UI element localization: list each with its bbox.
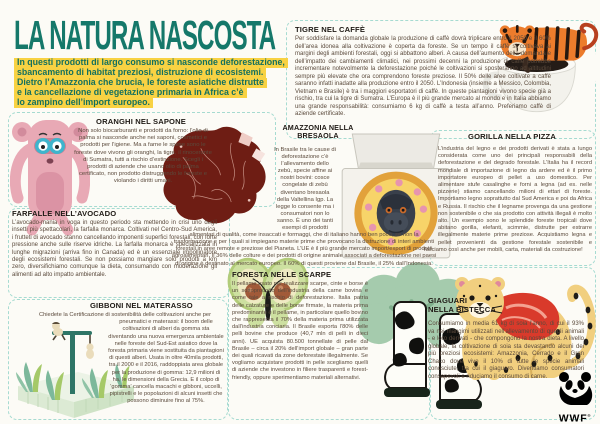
heading-line: NELLA BISTECCA: [428, 304, 497, 314]
section-heading-foresta: FORESTA NELLE SCARPE: [232, 270, 332, 279]
section-body-tigre: Per soddisfare la domanda globale la produzione di caffè dovrà triplicare entro il 2050 e il 60% dell’area idonea alla coltivazione è coperta da foreste. Se un tempo il caffè si coltivava ai margini degli ambienti forestali, oggi si abbattono alberi. A causa dell’aumento della domanda e dell’impatto dei cambiamenti climatici, nei prossimi decenni la produzione di caffè potrebbe incrementare notevolmente la deforestazione poiché le coltivazioni si sposteranno ad altitudini sempre più elevate che ora comprendono foreste preziose. Il 50% delle aree coltivate a caffè saranno infatti inadatte alla produzione entro il 2050. L’Indonesia (insieme a Messico, Colombia, Vietnam e Brasile) è tra i maggiori esportatori di caffè. In queste piantagioni vivono specie già a rischio, tra cui la tigre di Sumatra. L’Europa è il più grande mercato al mondo e in Italia abbiamo una grande responsabilità: consumiamo 6 kg di caffè a testa all’anno. Preferiamo caffè di aziende certificate.: [295, 36, 551, 117]
section-body-oranghi: Non solo biocarburanti e prodotti da forno: l’olio di palma si nasconde anche nei saponi, cosmetici e prodotti per l’igiene. Ma a farne le spese sono le foreste dove vivono gli oranghi, la tigre, il rinoceronte di Sumatra, tutti a rischio d’estinzione. Scegli i prodotti di aziende che usano olio di palma certificato, non prodotto distruggendo le foreste e violando i diritti umani.: [74, 128, 212, 185]
intro-paragraph: [14, 58, 288, 108]
intro-line: e la cancellazione di vegetazione primaria in Africa c’è: [14, 88, 247, 98]
heading-line: GIAGUARI: [428, 296, 468, 305]
section-heading-gibboni: GIBBONI NEL MATERASSO: [90, 301, 193, 310]
pizza-overlap-spacer: [424, 146, 438, 244]
section-body-gibboni-wrap: [26, 312, 224, 406]
section-body-amazzonia: In Brasile tra le cause di deforestazione c’è l’allevamento dello zebù, specie affine ai nostri bovini: cosce congelate di zebù diventano bresaola della Valtellina Igp. La legge lo consente ma i consumatori non lo sanno. È uno dei tanti esempi di prodotti alimentari di qualità, come insaccati e formaggi, che di italiano hanno ben poco, se non la trasformazione e per i quali si impiegano materie prime che provocano la distruzione di interi ambienti forestali in aree remote e preziose del Pianeta. L’UE è il più grande mercato import/export di prodotti agroalimentari. Il 36% delle colture e dei prodotti di origine animale associati a deforestazione nei paesi di origine è destinato al mercato europeo. Il 60% di questi proviene dal Brasile, il 25% dall’Indonesia.: [171, 147, 437, 267]
section-heading-oranghi: ORANGHI NEL SAPONE: [96, 117, 186, 126]
wwf-panda-icon: [555, 372, 595, 406]
wwf-wordmark: WWF®: [558, 412, 592, 424]
intro-line: sbancamento di habitat preziosi, distruzione di ecosistemi.: [14, 68, 266, 78]
section-body-gorilla-wrap: [424, 146, 592, 254]
heading-line: BRESAOLA: [297, 131, 339, 141]
section-heading-amazzonia: [262, 124, 374, 140]
page-title: LA NATURA NASCOSTA: [14, 12, 276, 59]
gibbon-illustration-spacer: [26, 326, 108, 402]
section-body-gorilla: L’industria del legno e dei prodotti derivati è stata a lungo considerata come uno dei principali responsabili della deforestazione e del degrado forestale. L’Italia ha il record mondiale di importazione di legno da ardere ed è il primo importatore europeo di pellet a uso domestico. Per alimentare stufe casalinghe e forni a legna (ad es. nelle pizzerie) stiamo cancellando milioni di ettari di foreste. Importiamo legno soprattutto dal Sud America e poi da Africa e Russia. Il rischio che il legname provenga da una gestione non sostenibile o che sia prodotto con attività illegali è molto alto. Un esempio sono le splendide foreste tropicali dove abitano gorilla, elefanti, scimmie, distrutte per estrarre illegalmente materie prime preziose. Acquistiamo legna e pellet provenienti da gestione forestale sostenibile e facciamo così anche per mobili, carta, materiali da costruzione!: [424, 146, 592, 253]
wwf-logo: [552, 372, 598, 424]
intro-line: In questi prodotti di largo consumo si nasconde deforestazione,: [14, 58, 288, 68]
section-body-gibboni: Chiedete la Certificazione di sostenibilità delle coltivazioni anche per pneumatici e materassi: il boom delle coltivazioni di alberi da gomma sta diventando una nuova emergenza ambientale nelle foreste del Sud-Est asiatico dove la foresta primaria viene sostituita da piantagioni di questi alberi. Usata in oltre 40mila prodotti, tra il 2000 e il 2016, raddoppiata area globale per la produzione di gomma: 12,9 milioni di ha, le dimensioni della Grecia. E il colpo di ‘gomma’ cancella macachi e gibboni, uccelli, pipistrelli e le popolazioni di alcuni insetti che possono diminuire fino al 75%.: [39, 312, 224, 405]
section-tigre: [295, 26, 555, 35]
section-heading-giaguari: [428, 297, 528, 314]
registered-mark: ®: [587, 413, 592, 418]
section-heading-tigre: TIGRE NEL CAFFÈ: [295, 25, 366, 34]
section-body-giaguari: Consumiamo in media 61 kg di soia l’anno, di cui il 93% va nei mangimi utilizzati nell’allevamento di quegli animali - e loro derivati - che compongono la nostra dieta. A livello globale, la coltivazione di soia sta devastando alcuni dei più preziosi ecosistemi: Amazzonia, Cerrado e il Gran Chaco dove vive il 10% di tutte le specie animali conosciute, tra cui il giaguaro. Diventiamo consumatori consapevoli e riduciamo il consumo di carne.: [428, 321, 584, 380]
section-body-foresta: Il pellame usato per realizzare scarpe, cinte e borse è un sottoprodotto dell’industria della carne bovina e come tale a rischio di deforestazione. Italia patria delle calzature e delle borse firmate, la materia prima predominante è il pellame, in particolare quello bovino che rappresenta il 70% della materia prima utilizzata dall’industria conciaria. Il Brasile esporta l’80% delle pelli bovine che produce (40,7 mln di pelli in dieci anni). UE acquista 80.500 tonnellate di pelle dal Brasile – circa il 20% dell’import globale – gran parte dei quali ricavati da zone deforestate illegalmente. Se vogliamo acquistare prodotti in pelle scegliamo quelli di aziende che investono in filiere trasparenti e forest-friendly, oppure sperimentiamo materiali alternativi.: [232, 281, 368, 381]
pizza-text-spacer: [336, 147, 438, 231]
heading-line: AMAZZONIA NELLA: [282, 123, 354, 132]
section-body-farfalle: L’avocado-mania in voga in questo periodo sta mettendo in crisi uno degli insetti più spettacolari, la farfalla monarca. Coltivati nel Centro-Sud America, i frutteti di avocado stanno cancellando imponenti superfici forestali, con forte pressione anche sulle riserve idriche. La farfalla monarca è specializzata in lunghe migrazioni (arriva fino in Canada) ed è un essenziale impollinatore degli ecosistemi forestali. Se non possiamo mangiare solo prodotti a km zero, diversifichiamo comunque la dieta, consumando con moderazione gli alimenti ad alto impatto ambientale.: [12, 220, 217, 278]
intro-line: lo zampino dell’import europeo.: [14, 98, 153, 108]
section-heading-farfalle: FARFALLE NELL’AVOCADO: [12, 209, 117, 218]
section-heading-gorilla: GORILLA NELLA PIZZA: [468, 132, 556, 141]
intro-line: Dietro l’Amazzonia che brucia, le foreste asiatiche distrutte: [14, 78, 267, 88]
